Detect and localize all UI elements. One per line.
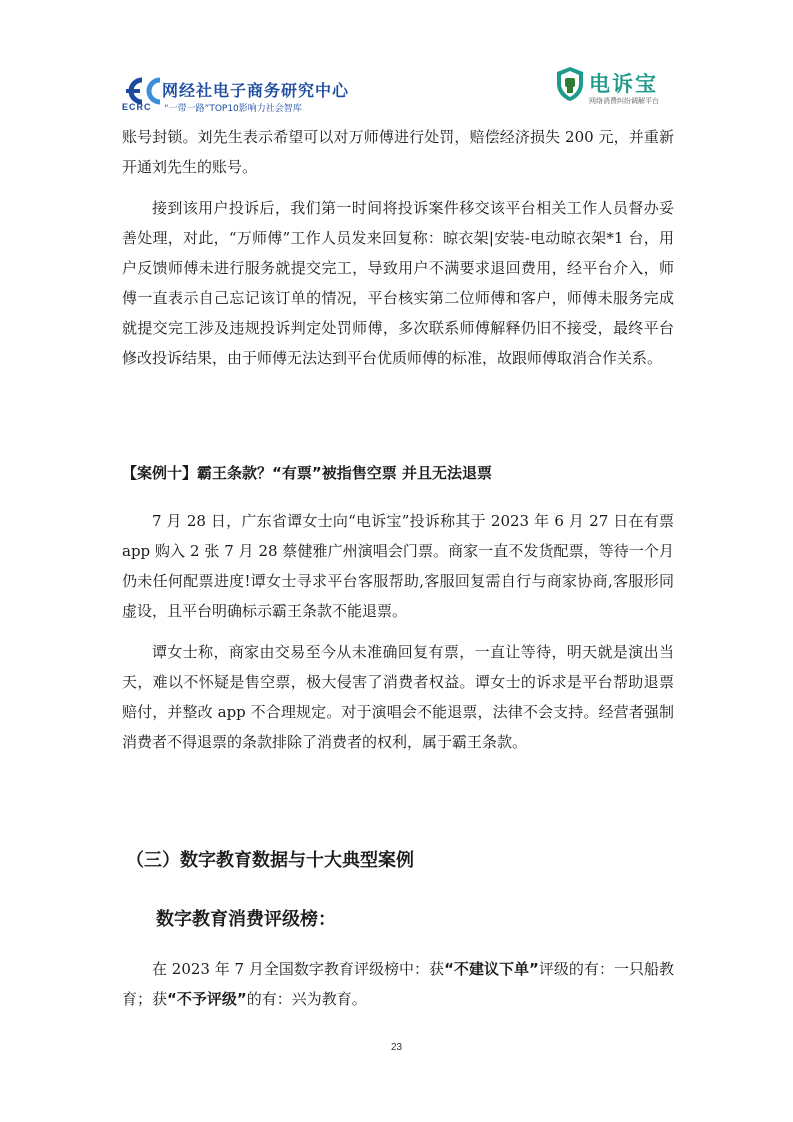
- rating-not-recommended: “不建议下单”: [444, 960, 539, 978]
- shield-fist-icon: [555, 66, 585, 102]
- paragraph-5-part1: 在 2023 年 7 月全国数字教育评级榜中：获: [152, 960, 445, 978]
- paragraph-5-part3: 的有：兴为教育。: [246, 990, 367, 1008]
- rating-not-rated: “不予评级”: [167, 990, 247, 1008]
- paragraph-2: 接到该用户投诉后，我们第一时间将投诉案件移交该平台相关工作人员督办妥善处理，对此，“万师傅”工作人员发来回复称：晾衣架|安装-电动晾衣架*1 台，用户反馈师傅未进行服务就提交完工，导致用户不满要求退回费用，经平台介入，师傅一直表示自己忘记该订单的情况，平台核实第二位师傅和客户，师傅未服务完成就提交完工涉及违规投诉判定处罚师傅，多次联系师傅解释仍旧不接受，最终平台修改投诉结果，由于师傅无法达到平台优质师傅的标准，故跟师傅取消合作关系。: [122, 199, 674, 367]
- paragraph-1: 账号封锁。刘先生表示希望可以对万师傅进行处罚，赔偿经济损失 200 元，并重新开通刘先生的账号。: [122, 128, 674, 176]
- page-header: [0, 0, 793, 120]
- ecrc-name: 网经社电子商务研究中心: [162, 81, 350, 100]
- ecrc-logo: [120, 72, 380, 118]
- ecrc-abbr: ECRC: [122, 102, 152, 112]
- paragraph-3: 7 月 28 日，广东省谭女士向“电诉宝”投诉称其于 2023 年 6 月 27 日在有票 app 购入 2 张 7 月 28 蔡健雅广州演唱会门票。商家一直不发货配票，等待一个月仍未任何配票进度!谭女士寻求平台客服帮助,客服回复需自行与商家协商,客服形同虚设，且平台明确标示霸王条款不能退票。: [122, 512, 674, 620]
- page-number: 23: [390, 1042, 403, 1053]
- ecrc-slogan: “一带一路”TOP10影响力社会智库: [164, 104, 302, 114]
- paragraph-4: 谭女士称，商家由交易至今从未准确回复有票，一直让等待，明天就是演出当天，难以不怀疑是售空票，极大侵害了消费者权益。谭女士的诉求是平台帮助退票赔付，并整改 app 不合理规定。对于演唱会不能退票，法律不会支持。经营者强制消费者不得退票的条款排除了消费者的权利，属于霸王条款。: [122, 643, 674, 751]
- paragraph-5-part2: 评级的有：一只船教育；获: [122, 960, 675, 1008]
- sub-title: 数字教育消费评级榜：: [156, 909, 336, 930]
- paragraph-5: [122, 954, 674, 1014]
- dianshubao-logo: [555, 66, 685, 112]
- dianshubao-slogan: 网络消费纠纷调解平台: [589, 97, 659, 105]
- case-title: 【案例十】霸王条款？“有票”被指售空票 并且无法退票: [122, 464, 492, 482]
- dianshubao-name: 电诉宝: [589, 72, 658, 96]
- section-title: （三）数字教育数据与十大典型案例: [126, 850, 414, 871]
